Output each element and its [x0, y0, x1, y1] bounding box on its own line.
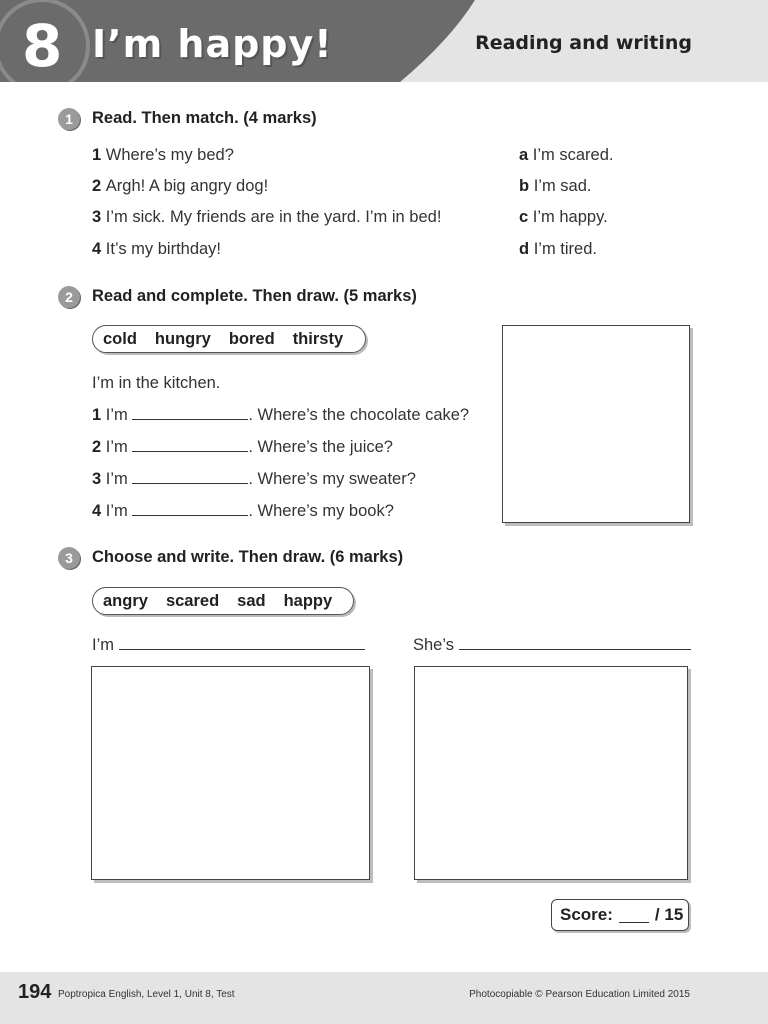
word-option: angry [103, 591, 148, 610]
exercise-1-badge: 1 [58, 108, 80, 130]
exercise-1-title: Read. Then match. (4 marks) [92, 109, 317, 127]
ex1-answer-c [519, 208, 608, 227]
ex2-item-num: 4 [92, 502, 102, 520]
word-option: sad [237, 591, 266, 610]
ex1-item-num: 1 [92, 146, 102, 164]
score-label: Score: [560, 905, 613, 924]
ex2-item-start: I’m [105, 406, 128, 424]
ex2-intro: I’m in the kitchen. [92, 374, 221, 392]
ex3-word-box [92, 587, 354, 615]
word-option: scared [165, 591, 220, 610]
ex2-item-end: . Where’s my book? [248, 502, 394, 520]
ex1-answer-d [519, 240, 597, 259]
ex2-item-start: I’m [105, 470, 128, 488]
exercise-2-title: Read and complete. Then draw. (5 marks) [92, 287, 417, 305]
exercise-3-title: Choose and write. Then draw. (6 marks) [92, 548, 404, 566]
ex2-item-1 [92, 405, 469, 425]
answer-blank[interactable] [132, 469, 248, 484]
ex3-left-line [92, 635, 365, 655]
ex1-item-text: It’s my birthday! [105, 240, 222, 258]
footer-copyright: Photocopiable © Pearson Education Limited 2015 [469, 989, 690, 1000]
ex2-item-num: 3 [92, 470, 102, 488]
ex1-item-1 [92, 146, 234, 165]
word-option: hungry [154, 329, 211, 348]
score-box [551, 899, 689, 931]
ex1-item-text: Where’s my bed? [105, 146, 234, 164]
ex2-item-start: I’m [105, 438, 128, 456]
answer-blank[interactable] [132, 501, 248, 516]
footer-book-title: Poptropica English, Level 1, Unit 8, Test [58, 989, 235, 1000]
ex1-answer-a [519, 146, 613, 165]
exercise-2-badge: 2 [58, 286, 80, 308]
ex1-answer-letter: d [519, 240, 530, 258]
ex2-item-2 [92, 437, 393, 457]
ex1-answer-text: I’m happy. [532, 208, 608, 226]
ex1-item-2 [92, 177, 268, 196]
exercise-3-badge: 3 [58, 547, 80, 569]
ex1-item-num: 3 [92, 208, 102, 226]
ex1-answer-text: I’m sad. [533, 177, 592, 195]
ex2-item-num: 1 [92, 406, 102, 424]
ex1-item-3 [92, 208, 441, 227]
ex1-answer-letter: a [519, 146, 529, 164]
ex3-right-drawing-box[interactable] [414, 666, 688, 880]
ex2-item-start: I’m [105, 502, 128, 520]
ex1-answer-letter: b [519, 177, 530, 195]
score-total: / 15 [654, 905, 684, 924]
ex3-right-prompt: She’s [413, 636, 454, 654]
ex3-right-line [413, 635, 691, 655]
answer-blank[interactable] [119, 635, 365, 650]
ex2-word-box [92, 325, 366, 353]
ex2-item-end: . Where’s my sweater? [248, 470, 416, 488]
ex1-answer-text: I’m tired. [533, 240, 597, 258]
word-option: cold [103, 329, 137, 348]
ex1-item-num: 2 [92, 177, 102, 195]
ex2-item-num: 2 [92, 438, 102, 456]
ex1-item-text: I’m sick. My friends are in the yard. I’m in bed! [105, 208, 442, 226]
page-number: 194 [18, 981, 52, 1003]
ex1-answer-letter: c [519, 208, 529, 226]
ex1-item-4 [92, 240, 221, 259]
section-label: Reading and writing [475, 32, 692, 54]
ex2-item-end: . Where’s the chocolate cake? [248, 406, 470, 424]
word-option: thirsty [292, 329, 344, 348]
ex2-item-end: . Where’s the juice? [248, 438, 393, 456]
ex1-answer-text: I’m scared. [532, 146, 614, 164]
ex2-item-4 [92, 501, 394, 521]
unit-number: 8 [22, 12, 63, 80]
word-option: happy [283, 591, 333, 610]
ex2-drawing-box[interactable] [502, 325, 690, 523]
ex1-item-num: 4 [92, 240, 102, 258]
answer-blank[interactable] [132, 437, 248, 452]
ex2-item-3 [92, 469, 416, 489]
ex3-left-drawing-box[interactable] [91, 666, 370, 880]
score-blank[interactable] [619, 908, 649, 923]
word-option: bored [228, 329, 275, 348]
answer-blank[interactable] [132, 405, 248, 420]
unit-title: I’m happy! [92, 22, 333, 66]
ex3-left-prompt: I’m [92, 636, 114, 654]
ex1-item-text: Argh! A big angry dog! [105, 177, 269, 195]
answer-blank[interactable] [459, 635, 691, 650]
ex1-answer-b [519, 177, 591, 196]
